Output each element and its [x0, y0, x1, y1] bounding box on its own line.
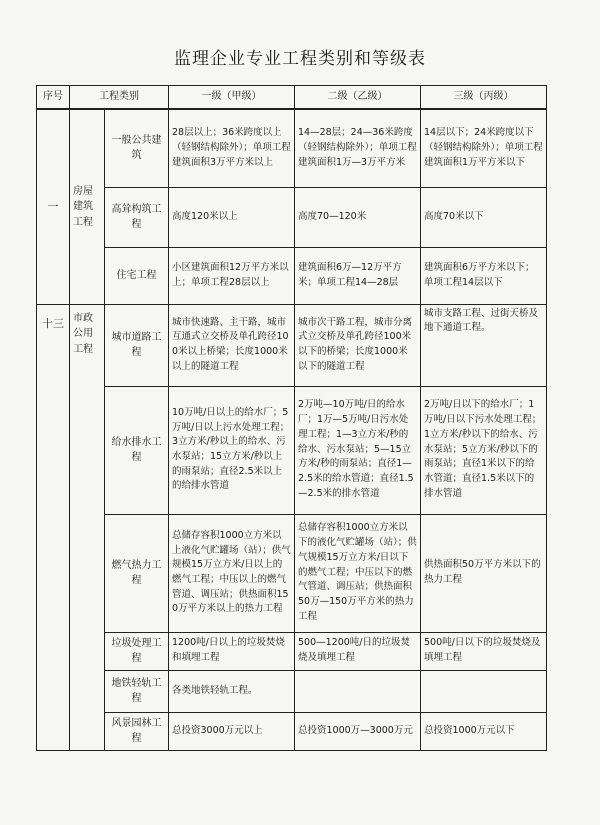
group-number: 十三 — [37, 304, 70, 750]
grade3-cell: 14层以下；24米跨度以下（轻钢结构除外）；单项工程建筑面积1万平方米以下 — [421, 109, 547, 187]
sub-category: 高耸构筑工程 — [105, 187, 169, 247]
grade3-cell: 高度70米以下 — [421, 187, 547, 247]
grade2-cell: 总储存容积1000立方米以下的液化气贮罐场（站）；供气规模15万立方米/日以下的燃气工程；中压以下的燃气管道、调压站；供热面积50万—150万平方米的热力工程 — [295, 514, 421, 632]
grade3-cell: 建筑面积6万平方米以下；单项工程14层以下 — [421, 247, 547, 304]
table-row — [37, 386, 547, 514]
sub-category: 地铁轻轨工程 — [105, 670, 169, 712]
sub-category: 城市道路工程 — [105, 304, 169, 386]
grade-table — [36, 85, 547, 751]
grade2-cell: 2万吨—10万吨/日的给水厂；1万—5万吨/日污水处理工程；1—3立方米/秒的给水、污水泵站；5—15立方米/秒的雨泵站；直径1—2.5米的给水管道；直径1.5—2.5米的排水管道 — [295, 386, 421, 514]
grade2-cell — [295, 670, 421, 712]
grade2-cell: 14—28层；24—36米跨度（轻钢结构除外）；单项工程建筑面积1万—3万平方米 — [295, 109, 421, 187]
grade3-cell — [421, 670, 547, 712]
sub-category: 住宅工程 — [105, 247, 169, 304]
grade1-cell: 总储存容积1000立方米以上液化气贮罐场（站）；供气规模15万立方米/日以上的燃气工程；中压以上的燃气管道、调压站；供热面积150万平方米以上的热力工程 — [169, 514, 295, 632]
page-title: 监理企业专业工程类别和等级表 — [174, 49, 426, 69]
group-number: 一 — [37, 109, 70, 304]
grade2-cell: 高度70—120米 — [295, 187, 421, 247]
table-row — [37, 514, 547, 632]
header-grade1: 一级（甲级） — [169, 86, 295, 110]
table-row — [37, 712, 547, 750]
grade2-cell: 500—1200吨/日的垃圾焚烧及填埋工程 — [295, 632, 421, 670]
group-category: 房屋建筑工程 — [70, 109, 105, 304]
sub-category: 燃气热力工程 — [105, 514, 169, 632]
grade2-cell: 总投资1000万—3000万元 — [295, 712, 421, 750]
grade1-cell: 城市快速路、主干路，城市互通式立交桥及单孔跨径100米以上桥梁；长度1000米以上的隧道工程 — [169, 304, 295, 386]
grade3-cell: 500吨/日以下的垃圾焚烧及填埋工程 — [421, 632, 547, 670]
grade3-cell: 总投资1000万元以下 — [421, 712, 547, 750]
sub-category: 风景园林工程 — [105, 712, 169, 750]
table-row — [37, 109, 547, 187]
table-row — [37, 670, 547, 712]
sub-category: 一般公共建筑 — [105, 109, 169, 187]
table-row — [37, 187, 547, 247]
grade3-cell: 城市支路工程、过街天桥及地下通道工程。 — [421, 304, 547, 386]
grade1-cell: 总投资3000万元以上 — [169, 712, 295, 750]
header-no: 序号 — [37, 86, 70, 110]
grade1-cell: 1200吨/日以上的垃圾焚烧和填埋工程 — [169, 632, 295, 670]
grade1-cell: 小区建筑面积12万平方米以上；单项工程28层以上 — [169, 247, 295, 304]
grade1-cell: 10万吨/日以上的给水厂；5万吨/日以上污水处理工程；3立方米/秒以上的给水、污水泵站；15立方米/秒以上的雨泵站；直径2.5米以上的给排水管道 — [169, 386, 295, 514]
header-row — [37, 86, 547, 110]
grade1-cell: 各类地铁轻轨工程。 — [169, 670, 295, 712]
group-category: 市政公用工程 — [70, 304, 105, 750]
grade3-cell: 供热面积50万平方米以下的热力工程 — [421, 514, 547, 632]
table-row — [37, 632, 547, 670]
grade1-cell: 高度120米以上 — [169, 187, 295, 247]
grade2-cell: 城市次干路工程，城市分离式立交桥及单孔跨径100米以下的桥梁；长度1000米以下的隧道工程 — [295, 304, 421, 386]
table-row — [37, 304, 547, 386]
header-grade2: 二级（乙级） — [295, 86, 421, 110]
sub-category: 给水排水工程 — [105, 386, 169, 514]
grade3-cell: 2万吨/日以下的给水厂；1万吨/日以下污水处理工程；1立方米/秒以下的给水、污水泵站；5立方米/秒以下的雨泵站；直径1米以下的给水管道；直径1.5米以下的排水管道 — [421, 386, 547, 514]
sub-category: 垃圾处理工程 — [105, 632, 169, 670]
grade2-cell: 建筑面积6万—12万平方米；单项工程14—28层 — [295, 247, 421, 304]
table-row — [37, 247, 547, 304]
grade1-cell: 28层以上；36米跨度以上（轻钢结构除外）；单项工程建筑面积3万平方米以上 — [169, 109, 295, 187]
header-grade3: 三级（丙级） — [421, 86, 547, 110]
header-type: 工程类别 — [70, 86, 169, 110]
